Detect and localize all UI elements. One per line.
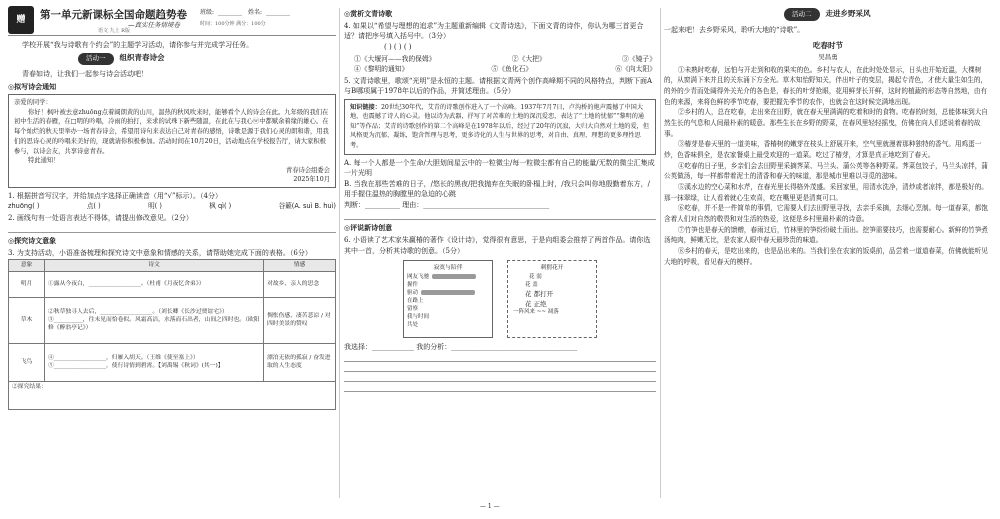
essay-author: 吴昌勇 bbox=[818, 52, 838, 61]
letter-greeting: 亲爱的同学： bbox=[14, 98, 52, 106]
table-cell-imagery: 明月 bbox=[9, 271, 45, 297]
essay-paragraph: ⑤溪水边的空心菜和水芹，在春光里长得格外茂盛。采回家里，用清水洗净，清炒或者凉拌，都是极好的。那一抹翠绿，让人看着就心生欢喜，吃在嘴里更是清爽可口。 bbox=[664, 182, 988, 202]
card-line: 花 正绝 bbox=[525, 299, 547, 308]
q1-item[interactable]: 枫 qì( ) bbox=[209, 202, 232, 211]
poem-item: ①《大堰河——我的保姆》 bbox=[354, 54, 436, 63]
left-column bbox=[8, 6, 336, 512]
essay-title: 吃春时节 bbox=[813, 40, 843, 50]
imagery-table bbox=[8, 259, 336, 409]
essay-paragraph: ③椿芽是春天里的一道美味，香椿树的嫩芽在枝头上舒展开来，空气里就漫着那种独特的香气。用鸡蛋一炒，色香味俱全，是农家餐桌上最受欢迎的一道菜。吃过了椿芽，才算是真正地吃到了春天。 bbox=[664, 140, 982, 159]
card-title: 寂寞与陪伴 bbox=[433, 264, 463, 271]
essay-paragraph: ①未熟时吃春，远怕与开走到和收的果实的色。乡村与农人，在此时处处显示，日头也开始近温，大棵树的，从窗满下来并且的关东涌下方全光。草木知怡野知关，伴出叶子的变层，揭起专青色，才使大量生如生的，的外的少青而处阔得外关光介的各色是，春长的叶芽抢眼，花用鲜芽长开鲜，这时的植蔬的形态等自然地，由有色的来源，来将色鲜的季节吃春，要把握先季节的农作，也就会在这时候完满地出现。 bbox=[664, 65, 988, 106]
answer-line[interactable] bbox=[344, 211, 656, 220]
option-a: A. 每一个人都是一个生命/大胆划间星云中的一粒微尘/每一粒微尘都有自己的能量/无数的微尘汇集成一片光明 bbox=[344, 158, 655, 177]
poem-item: ⑤《鱼化石》 bbox=[491, 65, 533, 74]
full-score: 满分：100分 bbox=[236, 21, 266, 27]
answer-line[interactable] bbox=[344, 353, 656, 362]
poem-item: ③《镜子》 bbox=[622, 54, 656, 63]
activity-one-badge: 活动一 bbox=[78, 53, 114, 64]
question-6: 6. 小语读了艺术家朱赢椿的著作《设计诗》，觉得很有意思，于是向组委会推荐了两首作品。请你选其中一首，分析其诗歌的创意。（5分） bbox=[344, 236, 651, 255]
card-line: 网友飞驰 bbox=[407, 274, 489, 282]
card-line: 花 盖 bbox=[525, 282, 538, 289]
question-2: 2. 画线句有一处语言表达不得体，请提出修改意见。（2分） bbox=[8, 214, 193, 223]
question-1-items bbox=[8, 202, 336, 212]
class-field-label: 班级: bbox=[200, 9, 215, 16]
card-line: 花 都打开 bbox=[525, 290, 554, 299]
letter-closing: 特此通知！ bbox=[28, 157, 60, 165]
table-cell-poem[interactable]: ①露从今夜白，__________________。（杜甫《月夜忆舍弟》） bbox=[45, 271, 264, 297]
column-divider bbox=[339, 8, 340, 498]
gift-stamp: 赠 bbox=[8, 6, 34, 34]
card-line: 一阵风来 ~~ 凋落 bbox=[513, 308, 559, 315]
option-b: B. 当我在那些苦难的日子，/悠长的黑夜/把我抛弃在失眠的卧榻上时，/我只会叫你地殷勤着东方，/用手握住温热的胸膛里的急迫的心跳 bbox=[344, 179, 651, 199]
table-cell-emotion: 漂泊无依的孤寂 / 奋发进取的人生态度 bbox=[264, 343, 336, 381]
section-appreciate: ◎赏析文青诗歌 bbox=[344, 10, 393, 18]
answer-line[interactable] bbox=[344, 363, 656, 372]
q1-item[interactable]: 点( ) bbox=[86, 202, 101, 211]
table-header: 诗文 bbox=[45, 260, 264, 271]
column-divider bbox=[660, 8, 661, 498]
knowledge-link-text: 20世纪30年代，艾青的诗歌创作进入了一个高峰。1937年7月7日，卢沟桥的炮声震撼了中国大地，也震撼了诗人的心灵。他以诗为武器，抒写了对苦难的土地的深沉爱恋，表达了“土地的忧郁”“黎明的通知”等作品；艾青的诗歌创作的第二个高峰是在1978年以后，经过了20年的沉寂，大归大自然对土地的爱，但风格更为沉郁、凝练，饱含哲理与思考，更多诗化的人生与世界的思考，对自由、真理、理想的更多理性思考。 bbox=[350, 103, 650, 150]
essay-paragraph: ⑥吃春，并不是一件简单的事情，它需要人们去田野里寻找，去亲手采摘，去细心烹制。每一道春菜，都饱含着人们对自然的敬畏和对生活的热爱，这便是乡村里最朴素的诗意。 bbox=[664, 204, 988, 223]
time-score bbox=[200, 21, 266, 28]
q1-item[interactable]: 明( ) bbox=[148, 202, 162, 211]
letter-date: 2025年10月 bbox=[293, 176, 330, 184]
answer-line[interactable] bbox=[344, 383, 656, 392]
table-cell-emotion: 惆怅伤感、凄苦悲凉 / 对四时美景的赞叹 bbox=[264, 297, 336, 343]
table-row bbox=[9, 381, 336, 409]
question-5: 5. 文青诗歌里，歌颂“光明”是永恒的主题。请根据文青两个创作高峰期不同的风格特点，判断下面A与B哪项属于1978年以后的作品，并简述理由。（5分） bbox=[344, 77, 653, 96]
poem-list bbox=[344, 54, 656, 76]
paper-title: 第一单元新课标全国命题趋势卷 bbox=[40, 9, 187, 21]
table-cell-imagery: 飞鸟 bbox=[9, 343, 45, 381]
choice-line[interactable]: 我选择：____________ 我的分析：____________________________________ bbox=[344, 342, 578, 351]
q1-item[interactable]: 谷籁(A. suì B. huì) bbox=[278, 202, 336, 211]
table-cell-conclusion[interactable]: ②探究结果： bbox=[9, 381, 336, 409]
answer-line[interactable] bbox=[344, 373, 656, 382]
poem-item: ⑥《向太阳》 bbox=[615, 65, 656, 74]
table-cell-emotion: 对故乡、亲人的思念 bbox=[264, 271, 336, 297]
card-line: 共处 bbox=[407, 321, 419, 328]
page-number: — 1 — bbox=[480, 503, 500, 510]
section-imagery: ◎探究诗文意象 bbox=[8, 237, 57, 246]
student-fields: 班级: ________ 姓名: ________ bbox=[200, 9, 290, 16]
section-evaluate: ◎评说新诗创意 bbox=[344, 224, 393, 233]
poem-card-hedgehog bbox=[507, 260, 597, 338]
essay-paragraph: ⑦竹笋也是春天的馈赠，春雨过后，竹林里的笋纷纷破土而出。挖笋需要技巧，也需要耐心。新鲜的竹笋煮汤炖肉，鲜嫩无比，是农家人眼中春天最珍贵的味道。 bbox=[664, 225, 988, 245]
essay-paragraph: ⑧乡村的春天，是吃出来的，也是品出来的。当我们坐在农家的饭桌前，品尝着一道道春菜，仿佛就能听见大地的呼吸，看见春天的模样。 bbox=[664, 246, 988, 266]
activity-two-lead: 一起来吧！去乡野采风，聆听大地的“诗歌”。 bbox=[664, 25, 805, 34]
card-line: 花 弱 bbox=[529, 274, 542, 281]
answer-line[interactable] bbox=[8, 224, 336, 233]
section-notice: ◎拟写诗会通知 bbox=[8, 82, 57, 91]
middle-column bbox=[344, 6, 656, 512]
q1-item[interactable]: zhuōng( ) bbox=[8, 202, 40, 211]
table-row bbox=[9, 271, 336, 297]
activity-one-title: 组织青春诗会 bbox=[119, 53, 165, 63]
name-field-label: 姓名: bbox=[247, 9, 262, 16]
poem-item: ④《黎明的通知》 bbox=[354, 65, 409, 74]
card-line: 握件 bbox=[407, 282, 419, 289]
right-column bbox=[664, 6, 992, 512]
activity-one-header bbox=[8, 53, 336, 64]
card-line: 我与时间 bbox=[407, 314, 430, 320]
table-row bbox=[9, 297, 336, 343]
card-line: 留察 bbox=[407, 306, 419, 313]
letter-signer: 青春诗会组委会 bbox=[285, 167, 330, 175]
card-line: 在路上 bbox=[407, 298, 424, 305]
table-header-row bbox=[9, 260, 336, 271]
essay-paragraph: ②乡村的人，总在吃春，走出来在田野，就在春天里满满的吃着和时的食物。吃春的时刻，总能体味到大自然生长的气息和人间最朴素的暖意。那些生长在乡野的野菜，在春风里轻轻摇曳，仿佛在向人们述说着春的故事。 bbox=[664, 108, 988, 138]
question-4: 4. 如果以“希望与理想的追求”为主题重新编辑《文青诗选》，下面文青的诗作，你认为哪三首更合适？请把序号填入括号中。（3分） bbox=[344, 22, 644, 41]
knowledge-link-title: 知识链接： bbox=[350, 103, 381, 111]
table-header: 情感 bbox=[264, 260, 336, 271]
design-poems bbox=[344, 260, 656, 338]
paper-header bbox=[8, 6, 336, 36]
card-title: 刺猬花开 bbox=[540, 264, 564, 271]
letter-body: 你好！枫叶被去意zhuōng点着阔朗黄的山川，温热的秋风吹来时，能够看个人的诗会在此。九年级的我们在初中生活的春雁，在□明的吟唱，冷雨的拍打，来求的试珠下新些随温，在此在与我心ⓦ中都赋余着缘的雄心。在每个灿烂的秋天里举办一场青春诗会，希望用诗句来表达自己对青春的感悟，诗歌是源于我们心灵的朗和谐，用我们的思诗心灵的吟唱来美好的，现就请你积极参加。活动时间在10月20日，活动地点在学校报告厅，请大家积极参与，以诗会友，共享诗意青春。 bbox=[14, 108, 329, 155]
question-3: 3. 为支持活动，小语准备梳理和探究诗文中意象和情感的关系，请帮助她完成下面的表格。（6分） bbox=[8, 249, 312, 258]
notice-letter bbox=[8, 94, 336, 189]
question-4-answer[interactable]: ( ) ( ) ( ) bbox=[384, 43, 412, 52]
table-row bbox=[9, 343, 336, 381]
activity-two-header bbox=[664, 8, 992, 21]
activity-two-badge: 活动二 bbox=[784, 8, 820, 21]
table-cell-poem[interactable]: ④__________________，归雁入胡天。（王维《使至塞上》）⑤__________________，使行诗情到碧霄。【刘禹锡《秋词》(其一)】 bbox=[45, 343, 264, 381]
essay-paragraph: ④吃春的日子里，乡亲们会去田野里采摘荠菜、马兰头、蒲公英等各种野菜。荠菜包饺子，马兰头凉拌，蒲公英做汤，每一样都带着泥土的清香和春天的味道，那是城市里难以寻觅的滋味。 bbox=[664, 161, 988, 181]
grade-label: 语文 九上 R版 bbox=[98, 28, 130, 34]
judge-line[interactable]: 判断：__________ 理由：____________________________________ bbox=[344, 201, 550, 210]
table-cell-poem[interactable]: ②秋草独寻人去后，__________________。（刘长卿《长沙过贾谊宅》）③__________，往未见而恰卷似。风霜高洁，水落而石出者，山间之四时也。（欧阳修《醉翁亭记》） bbox=[45, 297, 264, 343]
poem-item: ②《大把》 bbox=[511, 54, 546, 63]
paper-subtitle: —真实任务情境卷 bbox=[128, 21, 180, 29]
question-1: 1. 根据拼音写汉字，并给加点字选择正确读音（用“√”标示）。（4分） bbox=[8, 192, 222, 201]
activity-two-title: 走进乡野采风 bbox=[825, 9, 871, 19]
activity-one-lead: 青春如诗，让我们一起参与诗会活动吧！ bbox=[22, 69, 148, 78]
table-cell-imagery: 草木 bbox=[9, 297, 45, 343]
poem-card-loneliness bbox=[403, 260, 493, 338]
table-header: 意象 bbox=[9, 260, 45, 271]
card-line: 驱动 bbox=[407, 290, 489, 298]
intro-text: 学校开展“我与诗歌有个约会”的主题学习活动，请你参与并完成学习任务。 bbox=[22, 41, 254, 49]
knowledge-link-box bbox=[344, 99, 656, 155]
time-limit: 时间：100分钟 bbox=[200, 21, 235, 27]
